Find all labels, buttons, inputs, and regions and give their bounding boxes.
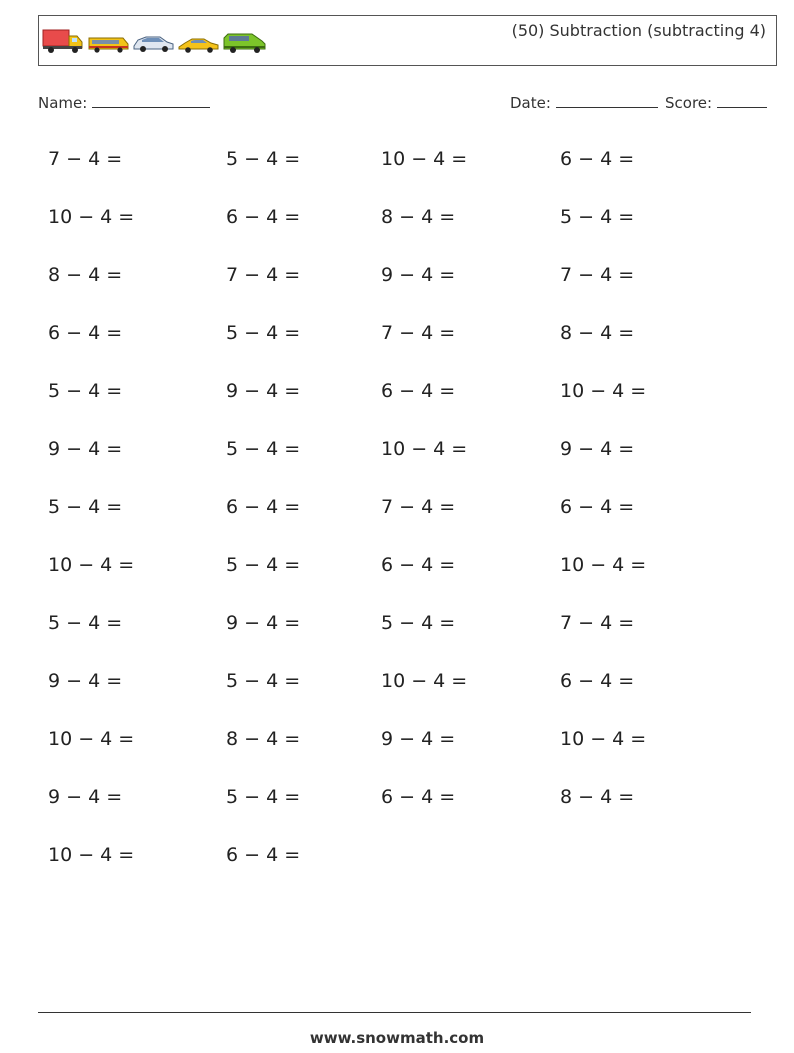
subtraction-problem: 8 − 4 = [226, 728, 301, 750]
subtraction-problem: 9 − 4 = [381, 728, 456, 750]
date-blank[interactable] [556, 93, 658, 108]
subtraction-problem: 9 − 4 = [226, 380, 301, 402]
subtraction-problem: 7 − 4 = [226, 264, 301, 286]
subtraction-problem: 5 − 4 = [560, 206, 635, 228]
date-label: Date: [510, 94, 551, 112]
subtraction-problem: 8 − 4 = [48, 264, 123, 286]
subtraction-problem: 10 − 4 = [381, 670, 468, 692]
subtraction-problem: 6 − 4 = [560, 670, 635, 692]
subtraction-problem: 5 − 4 = [226, 554, 301, 576]
subtraction-problem: 10 − 4 = [48, 206, 135, 228]
subtraction-problem: 6 − 4 = [381, 786, 456, 808]
subtraction-problem: 9 − 4 = [48, 670, 123, 692]
subtraction-problem: 6 − 4 = [226, 496, 301, 518]
green-van-icon [222, 32, 266, 54]
subtraction-problem: 10 − 4 = [381, 438, 468, 460]
vehicle-banner [42, 28, 266, 54]
subtraction-problem: 8 − 4 = [560, 786, 635, 808]
date-field[interactable] [510, 93, 658, 112]
subtraction-problem: 6 − 4 = [560, 148, 635, 170]
score-blank[interactable] [717, 93, 767, 108]
score-field[interactable] [665, 93, 767, 112]
subtraction-problem: 6 − 4 = [381, 554, 456, 576]
subtraction-problem: 9 − 4 = [381, 264, 456, 286]
subtraction-problem: 5 − 4 = [226, 670, 301, 692]
white-car-icon [132, 34, 174, 54]
name-label: Name: [38, 94, 88, 112]
subtraction-problem: 7 − 4 = [560, 612, 635, 634]
subtraction-problem: 6 − 4 = [226, 844, 301, 866]
score-label: Score: [665, 94, 713, 112]
yellow-car-icon [177, 36, 219, 54]
subtraction-problem: 6 − 4 = [560, 496, 635, 518]
subtraction-problem: 5 − 4 = [226, 786, 301, 808]
worksheet-header [38, 15, 777, 66]
subtraction-problem: 5 − 4 = [48, 496, 123, 518]
subtraction-problem: 5 − 4 = [226, 322, 301, 344]
subtraction-problem: 10 − 4 = [381, 148, 468, 170]
subtraction-problem: 5 − 4 = [226, 148, 301, 170]
subtraction-problem: 7 − 4 = [560, 264, 635, 286]
subtraction-problem: 6 − 4 = [381, 380, 456, 402]
subtraction-problem: 10 − 4 = [48, 554, 135, 576]
subtraction-problem: 7 − 4 = [381, 322, 456, 344]
subtraction-problem: 5 − 4 = [48, 380, 123, 402]
subtraction-problem: 10 − 4 = [560, 380, 647, 402]
subtraction-problem: 6 − 4 = [226, 206, 301, 228]
subtraction-problem: 9 − 4 = [48, 786, 123, 808]
subtraction-problem: 7 − 4 = [48, 148, 123, 170]
subtraction-problem: 5 − 4 = [381, 612, 456, 634]
subtraction-problem: 10 − 4 = [560, 728, 647, 750]
subtraction-problem: 5 − 4 = [48, 612, 123, 634]
subtraction-problem: 10 − 4 = [48, 728, 135, 750]
subtraction-problem: 5 − 4 = [226, 438, 301, 460]
subtraction-problem: 9 − 4 = [226, 612, 301, 634]
subtraction-problem: 9 − 4 = [560, 438, 635, 460]
footer-divider [38, 1012, 751, 1013]
yellow-bus-icon [87, 34, 129, 54]
subtraction-problem: 6 − 4 = [48, 322, 123, 344]
red-truck-icon [42, 28, 84, 54]
subtraction-problem: 10 − 4 = [48, 844, 135, 866]
subtraction-problem: 8 − 4 = [381, 206, 456, 228]
subtraction-problem: 10 − 4 = [560, 554, 647, 576]
subtraction-problem: 9 − 4 = [48, 438, 123, 460]
subtraction-problem: 7 − 4 = [381, 496, 456, 518]
name-blank[interactable] [92, 93, 210, 108]
worksheet-title: (50) Subtraction (subtracting 4) [511, 21, 766, 40]
footer-url: www.snowmath.com [309, 1029, 485, 1047]
subtraction-problem: 8 − 4 = [560, 322, 635, 344]
name-field[interactable] [38, 93, 210, 112]
